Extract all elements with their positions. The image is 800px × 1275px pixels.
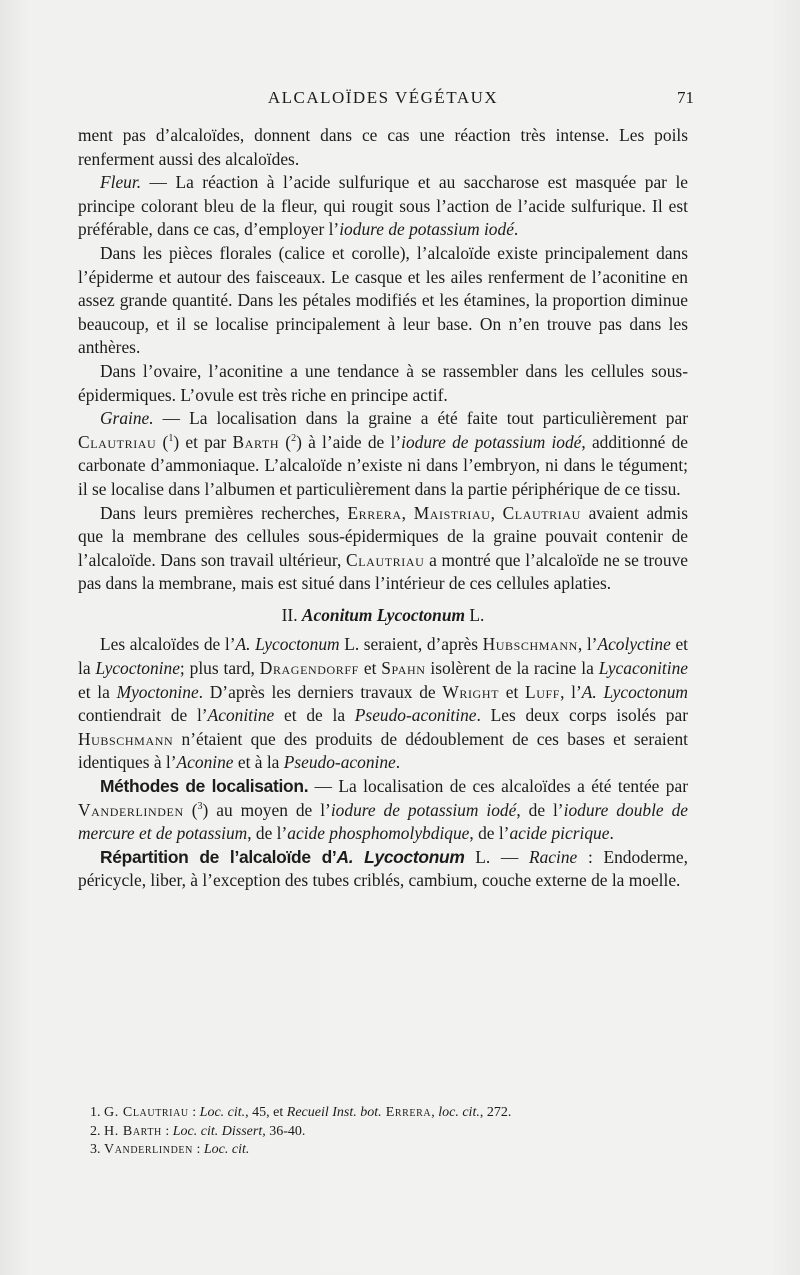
footnote-ref-2[interactable]: 2: [291, 432, 297, 444]
paragraph-recherches: Dans leurs premières recherches, Errera, Maistriau, Clautriau avaient admis que la membrane des cellules sous-épidermiques de la graine pouvait contenir de l’alcaloïde. Dans son travail ultérieur, Clautriau a montré que l’alcaloïde ne se trouve pas dans la membrane, mais est situé dans l’intérieur de ces cellules aplaties.: [78, 502, 688, 594]
heading-repartition: Répartition de l’alcaloïde d’A. Lycoctonum: [100, 846, 465, 867]
footnote-ref-1[interactable]: 1: [168, 432, 174, 444]
footnote-1: 1. G. Clautriau : Loc. cit., 45, et Recueil Inst. bot. Errera, loc. cit., 272.: [90, 1105, 512, 1120]
paragraph-pieces-florales: Dans les pièces florales (calice et corolle), l’alcaloïde existe principalement dans l’épiderme et autour des faisceaux. Le casque et les ailes renferment de l’aconitine en assez grande quantité. Dans les pétales modifiés et les étamines, la proportion diminue beaucoup, et il se localise principalement à leur base. On n’en trouve pas dans les anthères.: [78, 242, 688, 358]
running-header: [78, 88, 694, 112]
paragraph-repartition: Répartition de l’alcaloïde d’A. Lycoctonum L. — Racine : Endoderme, péricycle, liber, à l’exception des tubes criblés, cambium, couche externe de la moelle.: [78, 846, 688, 891]
body-text: [78, 124, 688, 893]
running-title: ALCALOÏDES VÉGÉTAUX: [267, 88, 499, 107]
label-fleur: Fleur.: [100, 172, 142, 193]
heading-methodes: Méthodes de localisation.: [100, 776, 309, 797]
footnote-ref-3[interactable]: 3: [197, 800, 203, 812]
paragraph-fleur: Fleur. — La réaction à l’acide sulfurique et au saccharose est masquée par le principe colorant bleu de la fleur, qui rougit sous l’action de l’acide sulfurique. Il est préférable, dans ce cas, d’employer l’iodure de potassium iodé.: [78, 172, 688, 240]
footnotes: [90, 1104, 690, 1160]
paragraph-methodes: Méthodes de localisation. — La localisation de ces alcaloïdes a été tentée par Vanderlinden ($^3$) au moyen de l’iodure de potassium iodé, de l’iodure double de mercure et de potassium, de l’acide phosphomolybdique, de l’acide picrique.: [78, 776, 688, 844]
paragraph-continued: ment pas d’alcaloïdes, donnent dans ce cas une réaction très intense. Les poils renferment aussi des alcaloïdes.: [78, 125, 688, 169]
paragraph-graine: Graine. — La localisation dans la graine a été faite tout particulièrement par Clautriau ($^1$) et par Barth ($^2$) à l’aide de l’iodure de potassium iodé, additionné de carbonate d’ammoniaque. L’alcaloïde n’existe ni dans l’embryon, ni dans le tégument; il se localise dans l’albumen et particulièrement dans la partie périphérique de ce tissu.: [78, 408, 689, 499]
footnote-2: 2. H. Barth : Loc. cit. Dissert, 36-40.: [90, 1123, 306, 1139]
paragraph-ovaire: Dans l’ovaire, l’aconitine a une tendance à se rassembler dans les cellules sous-épidermiques. L’ovule est très riche en principe actif.: [78, 360, 688, 405]
section-heading: II. Aconitum Lycoctonum L.: [281, 604, 485, 625]
paragraph-alcaloides: Les alcaloïdes de l’A. Lycoctonum L. seraient, d’après Hubschmann, l’Acolyctine et la Lycoctonine; plus tard, Dragendorff et Spahn isolèrent de la racine la Lycaconitine et la Myoctonine. D’après les derniers travaux de Wright et Luff, l’A. Lycoctonum contiendrait de l’Aconitine et de la Pseudo-aconitine. Les deux corps isolés par Hubschmann n’étaient que des produits de dédoublement de ces bases et seraient identiques à l’Aconine et à la Pseudo-aconine.: [78, 634, 689, 773]
label-graine: Graine.: [100, 408, 154, 429]
page-number: 71: [677, 88, 694, 107]
footnote-3: 3. Vanderlinden : Loc. cit.: [90, 1142, 250, 1157]
